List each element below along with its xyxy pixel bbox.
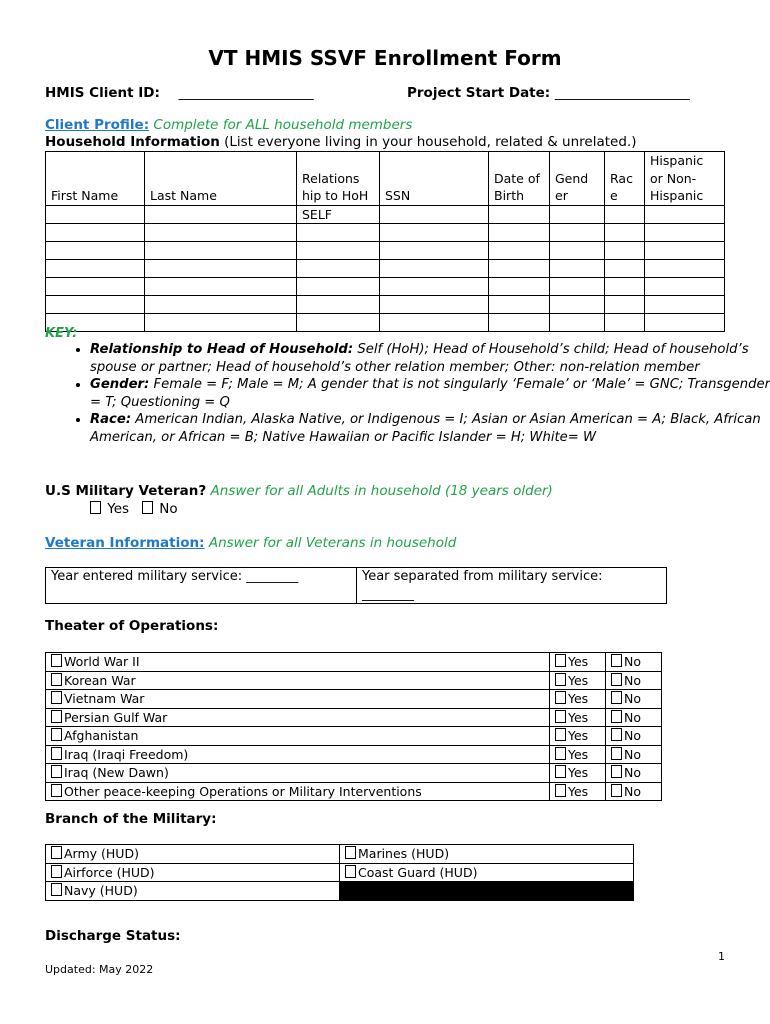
table-row xyxy=(46,727,662,746)
col-hispanic: Hispanic or Non-Hispanic xyxy=(645,152,725,206)
theater-yes[interactable] xyxy=(550,745,606,764)
theater-name[interactable] xyxy=(46,745,550,764)
table-row xyxy=(46,568,667,604)
theater-no-label: No xyxy=(624,728,641,743)
branch-label: Navy (HUD) xyxy=(64,883,138,898)
yes-checkbox[interactable] xyxy=(555,710,566,723)
branch-label: Marines (HUD) xyxy=(358,846,450,861)
start-date-row xyxy=(407,85,690,101)
cell-input[interactable] xyxy=(145,314,297,332)
theater-name-label: Afghanistan xyxy=(64,728,139,743)
cell-input[interactable] xyxy=(46,205,145,224)
theater-checkbox[interactable] xyxy=(51,654,62,667)
yes-checkbox[interactable] xyxy=(555,691,566,704)
branch-airforce[interactable] xyxy=(46,863,340,882)
theater-yes-label: Yes xyxy=(568,672,589,688)
cell-input[interactable] xyxy=(645,296,725,314)
yes-label: Yes xyxy=(107,501,130,517)
cell-input[interactable] xyxy=(645,205,725,224)
theater-name[interactable] xyxy=(46,690,550,709)
household-header-row xyxy=(46,152,725,206)
table-row xyxy=(46,690,662,709)
theater-yes-label: Yes xyxy=(568,709,589,725)
theater-yes-label: Yes xyxy=(568,654,589,669)
theater-checkbox[interactable] xyxy=(51,747,62,760)
cell-input[interactable] xyxy=(550,314,605,332)
cell-input[interactable] xyxy=(46,242,145,260)
key-list xyxy=(45,341,770,446)
table-row xyxy=(46,205,725,224)
cell-input[interactable] xyxy=(550,224,605,242)
year-separated-field[interactable] xyxy=(357,568,667,604)
theater-no[interactable] xyxy=(606,745,662,764)
cell-input[interactable] xyxy=(605,278,645,296)
no-checkbox[interactable] xyxy=(142,501,153,514)
theater-name-label: Korean War xyxy=(64,672,136,688)
navy-checkbox[interactable] xyxy=(51,883,62,896)
theater-no-label: No xyxy=(624,691,641,706)
theater-checkbox[interactable] xyxy=(51,691,62,704)
theater-no[interactable] xyxy=(606,708,662,727)
client-profile-link[interactable]: Client Profile: xyxy=(45,117,150,133)
theater-name[interactable] xyxy=(46,764,550,783)
cell-input[interactable] xyxy=(46,224,145,242)
cell-input[interactable] xyxy=(380,224,489,242)
table-row xyxy=(46,745,662,764)
relationship-self: SELF xyxy=(297,205,380,224)
col-race: Rac e xyxy=(605,152,645,206)
client-profile-heading xyxy=(45,117,412,133)
theater-name-label: Iraq (New Dawn) xyxy=(64,765,169,780)
veteran-question-label: U.S Military Veteran? xyxy=(45,483,207,499)
theater-checkbox[interactable] xyxy=(51,728,62,741)
theater-yes-label: Yes xyxy=(568,746,589,762)
cell-input[interactable] xyxy=(645,242,725,260)
table-row xyxy=(46,845,634,864)
cell-input[interactable] xyxy=(46,260,145,278)
theater-name-label: Vietnam War xyxy=(64,691,145,706)
theater-yes[interactable] xyxy=(550,727,606,746)
cell-input[interactable] xyxy=(489,314,550,332)
col-dob: Date of Birth xyxy=(489,152,550,206)
cell-input[interactable] xyxy=(489,242,550,260)
household-table xyxy=(45,151,725,332)
theater-yes-label: Yes xyxy=(568,691,589,706)
theater-name[interactable] xyxy=(46,727,550,746)
page-number: 1 xyxy=(718,950,725,963)
table-row xyxy=(46,224,725,242)
client-id-label: HMIS Client ID: xyxy=(45,85,160,101)
cell-input[interactable] xyxy=(297,278,380,296)
cell-input[interactable] xyxy=(489,205,550,224)
table-row xyxy=(46,764,662,783)
veteran-options xyxy=(90,501,178,517)
year-separated-label: Year separated from military service: xyxy=(362,569,603,584)
theater-no-label: No xyxy=(624,746,641,762)
cell-input[interactable] xyxy=(550,260,605,278)
key-text: American Indian, Alaska Native, or Indigenous = I; Asian or Asian American = A; Black, African American, or African = B; Native Hawaiian or Pacific Islander = H; White= W xyxy=(90,412,761,445)
yes-checkbox[interactable] xyxy=(555,673,566,686)
cell-input[interactable] xyxy=(380,242,489,260)
cell-input[interactable] xyxy=(46,278,145,296)
theater-yes[interactable] xyxy=(550,708,606,727)
cell-input[interactable] xyxy=(605,260,645,278)
cell-input[interactable] xyxy=(489,296,550,314)
cell-input[interactable] xyxy=(380,278,489,296)
theater-yes[interactable] xyxy=(550,690,606,709)
cell-input[interactable] xyxy=(605,296,645,314)
theater-table xyxy=(45,652,662,801)
cell-input[interactable] xyxy=(645,314,725,332)
discharge-heading: Discharge Status: xyxy=(45,928,181,944)
table-row xyxy=(46,782,662,801)
table-row xyxy=(46,653,662,672)
yes-checkbox[interactable] xyxy=(555,784,566,797)
cell-input[interactable] xyxy=(145,205,297,224)
theater-no[interactable] xyxy=(606,690,662,709)
year-separated-blank: ________ xyxy=(362,586,414,602)
key-item-race xyxy=(90,411,770,446)
table-row xyxy=(46,708,662,727)
branch-label: Airforce (HUD) xyxy=(64,864,155,880)
theater-name[interactable] xyxy=(46,671,550,690)
cell-input[interactable] xyxy=(605,314,645,332)
veteran-question-note: Answer for all Adults in household (18 years older) xyxy=(210,483,553,499)
household-heading xyxy=(45,134,636,150)
client-id-row xyxy=(45,85,314,101)
theater-name[interactable] xyxy=(46,782,550,801)
no-checkbox[interactable] xyxy=(611,747,622,760)
yes-checkbox[interactable] xyxy=(555,765,566,778)
theater-no-label: No xyxy=(624,672,641,688)
key-item-gender xyxy=(90,376,770,411)
cell-input[interactable] xyxy=(380,296,489,314)
branch-army[interactable] xyxy=(46,845,340,864)
theater-yes-label: Yes xyxy=(568,765,589,780)
key-label: KEY: xyxy=(45,326,78,341)
year-entered-field[interactable]: Year entered military service: ________ xyxy=(46,568,357,604)
theater-heading: Theater of Operations: xyxy=(45,618,219,634)
key-term: Gender: xyxy=(90,377,150,392)
cell-input[interactable] xyxy=(145,224,297,242)
cell-input[interactable] xyxy=(550,242,605,260)
start-date-label: Project Start Date: xyxy=(407,85,551,101)
col-first-name: First Name xyxy=(46,152,145,206)
theater-name[interactable] xyxy=(46,708,550,727)
branch-heading: Branch of the Military: xyxy=(45,811,217,827)
cell-input[interactable] xyxy=(297,296,380,314)
no-label: No xyxy=(159,501,178,517)
no-checkbox[interactable] xyxy=(611,784,622,797)
yes-checkbox[interactable] xyxy=(555,654,566,667)
service-years-table xyxy=(45,567,667,604)
coast-guard-checkbox[interactable] xyxy=(345,865,356,878)
cell-input[interactable] xyxy=(605,205,645,224)
theater-yes[interactable] xyxy=(550,764,606,783)
yes-checkbox[interactable] xyxy=(555,728,566,741)
marines-checkbox[interactable] xyxy=(345,846,356,859)
theater-checkbox[interactable] xyxy=(51,673,62,686)
key-item-relationship xyxy=(90,341,770,376)
theater-checkbox[interactable] xyxy=(51,765,62,778)
cell-input[interactable] xyxy=(145,278,297,296)
col-gender: Gend er xyxy=(550,152,605,206)
veteran-question xyxy=(45,483,553,499)
table-row xyxy=(46,278,725,296)
cell-input[interactable] xyxy=(489,278,550,296)
col-ssn: SSN xyxy=(380,152,489,206)
cell-input[interactable] xyxy=(550,205,605,224)
theater-name-label: Persian Gulf War xyxy=(64,709,168,725)
yes-checkbox[interactable] xyxy=(90,501,101,514)
branch-coast-guard[interactable] xyxy=(340,863,634,882)
no-checkbox[interactable] xyxy=(611,710,622,723)
table-row xyxy=(46,863,634,882)
veteran-info-heading xyxy=(45,535,456,551)
no-checkbox[interactable] xyxy=(611,691,622,704)
updated-footer: Updated: May 2022 xyxy=(45,963,154,976)
theater-yes[interactable] xyxy=(550,782,606,801)
cell-input[interactable] xyxy=(380,314,489,332)
theater-no-label: No xyxy=(624,783,641,799)
theater-name[interactable] xyxy=(46,653,550,672)
cell-input[interactable] xyxy=(489,260,550,278)
blacked-out-cell xyxy=(340,882,634,901)
table-row xyxy=(46,671,662,690)
theater-yes[interactable] xyxy=(550,671,606,690)
branch-navy[interactable] xyxy=(46,882,340,901)
branch-table xyxy=(45,844,634,901)
cell-input[interactable] xyxy=(645,260,725,278)
cell-input[interactable] xyxy=(380,260,489,278)
key-text: Self (HoH); Head of Household’s child; Head of household’s spouse or partner; Head of household’s other relation member; Other: non-relation member xyxy=(90,342,749,375)
theater-no[interactable] xyxy=(606,764,662,783)
cell-input[interactable] xyxy=(145,296,297,314)
cell-input[interactable] xyxy=(550,278,605,296)
theater-checkbox[interactable] xyxy=(51,710,62,723)
theater-no[interactable] xyxy=(606,727,662,746)
theater-yes[interactable] xyxy=(550,653,606,672)
page-title: VT HMIS SSVF Enrollment Form xyxy=(208,46,562,70)
cell-input[interactable] xyxy=(297,224,380,242)
key-term: Race: xyxy=(90,412,132,427)
theater-no[interactable] xyxy=(606,653,662,672)
theater-no-label: No xyxy=(624,709,641,725)
theater-no-label: No xyxy=(624,765,641,780)
veteran-info-note: Answer for all Veterans in household xyxy=(208,535,457,551)
branch-marines[interactable] xyxy=(340,845,634,864)
no-checkbox[interactable] xyxy=(611,728,622,741)
table-row xyxy=(46,242,725,260)
table-row xyxy=(46,296,725,314)
table-row xyxy=(46,314,725,332)
theater-yes-label: Yes xyxy=(568,728,589,743)
airforce-checkbox[interactable] xyxy=(51,865,62,878)
branch-label: Army (HUD) xyxy=(64,846,139,861)
cell-input[interactable] xyxy=(145,242,297,260)
theater-name-label: World War II xyxy=(64,654,140,669)
cell-input[interactable] xyxy=(297,314,380,332)
col-relationship: Relations hip to HoH xyxy=(297,152,380,206)
cell-input[interactable] xyxy=(46,296,145,314)
no-checkbox[interactable] xyxy=(611,654,622,667)
yes-checkbox[interactable] xyxy=(555,747,566,760)
household-note: (List everyone living in your household, related & unrelated.) xyxy=(224,134,637,150)
theater-yes-label: Yes xyxy=(568,783,589,799)
theater-checkbox[interactable] xyxy=(51,784,62,797)
table-row xyxy=(46,260,725,278)
theater-no-label: No xyxy=(624,654,641,669)
army-checkbox[interactable] xyxy=(51,846,62,859)
key-text: Female = F; Male = M; A gender that is not singularly ‘Female’ or ‘Male’ = GNC; Transgender = T; Questioning = Q xyxy=(90,377,770,410)
cell-input[interactable] xyxy=(605,224,645,242)
cell-input[interactable] xyxy=(605,242,645,260)
cell-input[interactable] xyxy=(380,205,489,224)
theater-name-label: Iraq (Iraqi Freedom) xyxy=(64,746,189,762)
no-checkbox[interactable] xyxy=(611,673,622,686)
client-profile-note: Complete for ALL household members xyxy=(153,117,413,133)
cell-input[interactable] xyxy=(550,296,605,314)
col-last-name: Last Name xyxy=(145,152,297,206)
client-id-field[interactable]: ____________________ xyxy=(178,85,314,101)
table-row xyxy=(46,882,634,901)
cell-input[interactable] xyxy=(645,224,725,242)
no-checkbox[interactable] xyxy=(611,765,622,778)
key-term: Relationship to Head of Household: xyxy=(90,342,354,357)
branch-label: Coast Guard (HUD) xyxy=(358,864,478,880)
cell-input[interactable] xyxy=(489,224,550,242)
cell-input[interactable] xyxy=(645,278,725,296)
cell-input[interactable] xyxy=(297,260,380,278)
cell-input[interactable] xyxy=(297,242,380,260)
theater-no[interactable] xyxy=(606,671,662,690)
household-label: Household Information xyxy=(45,134,220,150)
start-date-field[interactable]: ____________________ xyxy=(554,85,690,101)
veteran-info-link[interactable]: Veteran Information: xyxy=(45,535,205,551)
cell-input[interactable] xyxy=(145,260,297,278)
theater-name-label: Other peace-keeping Operations or Military Interventions xyxy=(64,783,422,799)
theater-no[interactable] xyxy=(606,782,662,801)
